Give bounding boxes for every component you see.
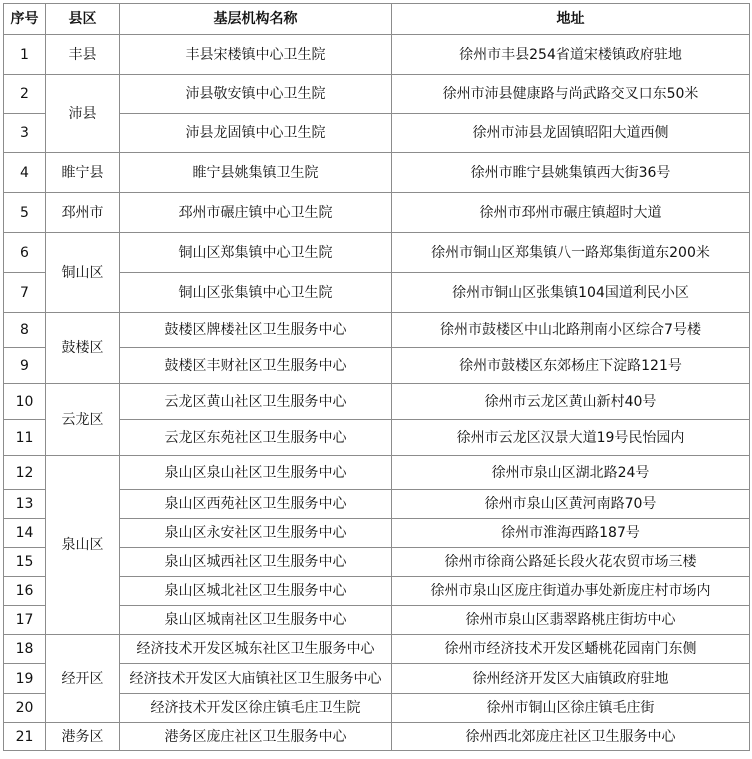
cell-address: 徐州市云龙区黄山新村40号: [392, 384, 750, 420]
cell-address: 徐州市鼓楼区东郊杨庄下淀路121号: [392, 348, 750, 384]
cell-address: 徐州市睢宁县姚集镇西大街36号: [392, 153, 750, 193]
cell-address: 徐州市泉山区黄河南路70号: [392, 490, 750, 519]
cell-county: 睢宁县: [46, 153, 120, 193]
cell-name: 铜山区郑集镇中心卫生院: [120, 233, 392, 273]
table-row: [4, 723, 750, 751]
cell-address: 徐州市沛县龙固镇昭阳大道西侧: [392, 114, 750, 153]
cell-name: 经济技术开发区城东社区卫生服务中心: [120, 635, 392, 664]
cell-county: 邳州市: [46, 193, 120, 233]
cell-no: 15: [4, 548, 46, 577]
cell-address: 徐州市淮海西路187号: [392, 519, 750, 548]
cell-name: 泉山区城南社区卫生服务中心: [120, 606, 392, 635]
cell-county: 港务区: [46, 723, 120, 751]
cell-address: 徐州市铜山区徐庄镇毛庄街: [392, 694, 750, 723]
cell-name: 丰县宋楼镇中心卫生院: [120, 35, 392, 75]
cell-no: 11: [4, 420, 46, 456]
cell-name: 邳州市碾庄镇中心卫生院: [120, 193, 392, 233]
cell-name: 经济技术开发区徐庄镇毛庄卫生院: [120, 694, 392, 723]
cell-no: 14: [4, 519, 46, 548]
cell-no: 12: [4, 456, 46, 490]
header-county: 县区: [46, 4, 120, 35]
cell-name: 泉山区永安社区卫生服务中心: [120, 519, 392, 548]
cell-no: 2: [4, 75, 46, 114]
cell-address: 徐州经济开发区大庙镇政府驻地: [392, 664, 750, 694]
cell-name: 云龙区黄山社区卫生服务中心: [120, 384, 392, 420]
cell-name: 铜山区张集镇中心卫生院: [120, 273, 392, 313]
cell-county: 云龙区: [46, 384, 120, 456]
table-row: [4, 456, 750, 490]
cell-name: 泉山区城西社区卫生服务中心: [120, 548, 392, 577]
table-row: [4, 635, 750, 664]
cell-address: 徐州市铜山区郑集镇八一路郑集街道东200米: [392, 233, 750, 273]
cell-no: 4: [4, 153, 46, 193]
cell-no: 17: [4, 606, 46, 635]
cell-address: 徐州西北郊庞庄社区卫生服务中心: [392, 723, 750, 751]
header-name: 基层机构名称: [120, 4, 392, 35]
cell-no: 13: [4, 490, 46, 519]
cell-name: 沛县龙固镇中心卫生院: [120, 114, 392, 153]
cell-no: 20: [4, 694, 46, 723]
cell-address: 徐州市丰县254省道宋楼镇政府驻地: [392, 35, 750, 75]
table-row: [4, 153, 750, 193]
cell-name: 泉山区城北社区卫生服务中心: [120, 577, 392, 606]
cell-no: 5: [4, 193, 46, 233]
cell-name: 云龙区东苑社区卫生服务中心: [120, 420, 392, 456]
cell-no: 21: [4, 723, 46, 751]
cell-name: 泉山区西苑社区卫生服务中心: [120, 490, 392, 519]
table-row: [4, 75, 750, 114]
cell-no: 18: [4, 635, 46, 664]
health-institution-table: [3, 3, 750, 751]
table-row: [4, 313, 750, 348]
cell-county: 鼓楼区: [46, 313, 120, 384]
cell-no: 8: [4, 313, 46, 348]
table-row: [4, 193, 750, 233]
cell-no: 9: [4, 348, 46, 384]
cell-name: 鼓楼区丰财社区卫生服务中心: [120, 348, 392, 384]
cell-address: 徐州市徐商公路延长段火花农贸市场三楼: [392, 548, 750, 577]
cell-name: 经济技术开发区大庙镇社区卫生服务中心: [120, 664, 392, 694]
cell-name: 泉山区泉山社区卫生服务中心: [120, 456, 392, 490]
cell-no: 19: [4, 664, 46, 694]
cell-address: 徐州市泉山区庞庄街道办事处新庞庄村市场内: [392, 577, 750, 606]
cell-county: 丰县: [46, 35, 120, 75]
cell-no: 6: [4, 233, 46, 273]
cell-no: 3: [4, 114, 46, 153]
cell-no: 1: [4, 35, 46, 75]
cell-name: 沛县敬安镇中心卫生院: [120, 75, 392, 114]
table-row: [4, 233, 750, 273]
cell-address: 徐州市经济技术开发区蟠桃花园南门东侧: [392, 635, 750, 664]
cell-county: 铜山区: [46, 233, 120, 313]
cell-county: 泉山区: [46, 456, 120, 635]
cell-address: 徐州市沛县健康路与尚武路交叉口东50米: [392, 75, 750, 114]
cell-no: 16: [4, 577, 46, 606]
cell-county: 经开区: [46, 635, 120, 723]
cell-name: 港务区庞庄社区卫生服务中心: [120, 723, 392, 751]
table-header-row: [4, 4, 750, 35]
table-row: [4, 35, 750, 75]
cell-address: 徐州市泉山区湖北路24号: [392, 456, 750, 490]
cell-county: 沛县: [46, 75, 120, 153]
cell-address: 徐州市云龙区汉景大道19号民怡园内: [392, 420, 750, 456]
cell-address: 徐州市鼓楼区中山北路荆南小区综合7号楼: [392, 313, 750, 348]
header-no: 序号: [4, 4, 46, 35]
cell-address: 徐州市泉山区翡翠路桃庄街坊中心: [392, 606, 750, 635]
cell-name: 睢宁县姚集镇卫生院: [120, 153, 392, 193]
header-address: 地址: [392, 4, 750, 35]
cell-address: 徐州市铜山区张集镇104国道利民小区: [392, 273, 750, 313]
cell-no: 10: [4, 384, 46, 420]
cell-no: 7: [4, 273, 46, 313]
cell-address: 徐州市邳州市碾庄镇超时大道: [392, 193, 750, 233]
cell-name: 鼓楼区牌楼社区卫生服务中心: [120, 313, 392, 348]
table-row: [4, 384, 750, 420]
